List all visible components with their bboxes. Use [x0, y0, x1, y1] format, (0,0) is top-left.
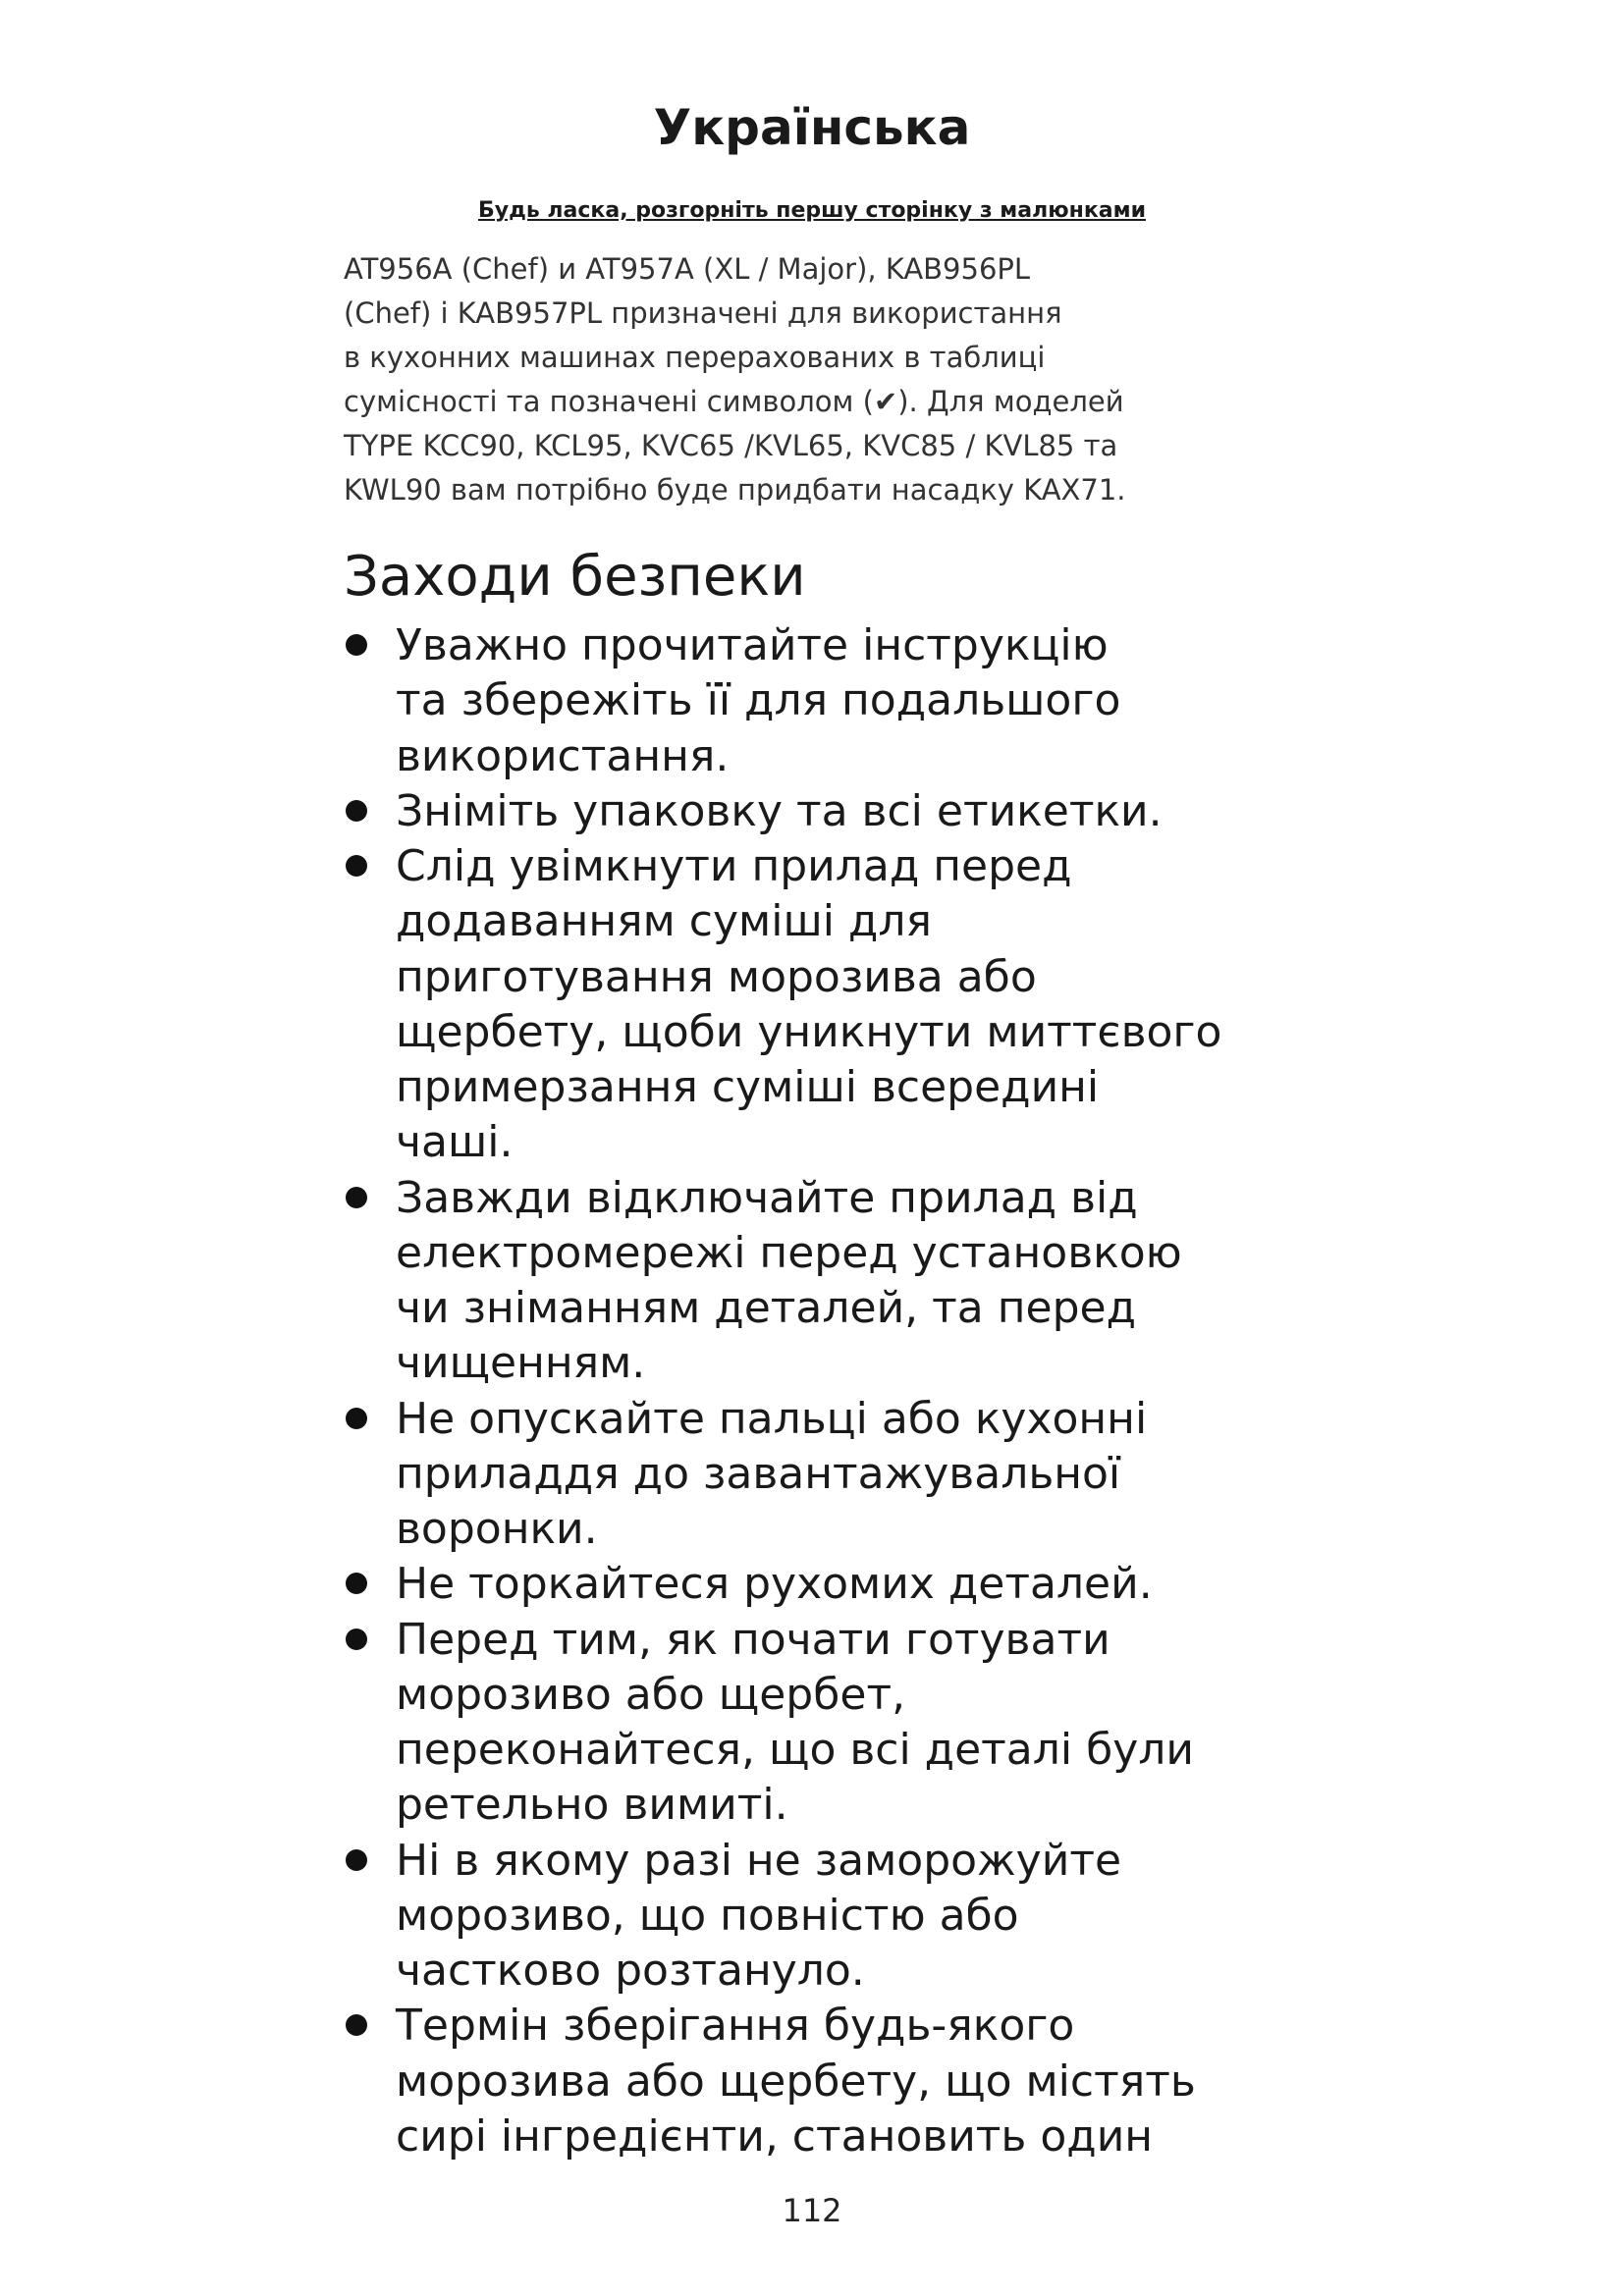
- safety-item-line: електромережі перед установкою: [396, 1227, 1182, 1278]
- safety-item-line: морозива або щербету, що містять: [396, 2056, 1196, 2107]
- safety-item: [344, 1557, 1375, 1612]
- intro-line: (Chef) і KAB957PL призначені для використання: [344, 296, 1062, 330]
- safety-item-line: морозиво, що повністю або: [396, 1890, 1019, 1941]
- safety-item-line: переконайтеся, що всі деталі були: [396, 1725, 1194, 1775]
- safety-item: [344, 784, 1375, 839]
- page-number: 112: [782, 2192, 842, 2229]
- safety-item-line: чаші.: [396, 1117, 514, 1168]
- safety-item-line: та збережіть її для подальшого: [396, 675, 1121, 726]
- safety-item-line: Завжди відключайте прилад від: [396, 1172, 1138, 1223]
- figures-instruction: Будь ласка, розгорніть першу сторінку з малюнками: [477, 198, 1146, 223]
- safety-item-line: Зніміть упаковку та всі етикетки.: [396, 785, 1163, 836]
- safety-item-line: чи зніманням деталей, та перед: [396, 1283, 1136, 1333]
- safety-list: [344, 618, 1375, 2164]
- safety-item-line: сирі інгредієнти, становить один: [396, 2110, 1154, 2162]
- intro-line: KWL90 вам потрібно буде придбати насадку KAX71.: [344, 473, 1126, 507]
- intro-line: AT956A (Chef) и AT957A (XL / Major), KAB956PL: [344, 252, 1031, 286]
- section-heading-safety: Заходи безпеки: [344, 545, 806, 609]
- intro-line: в кухонних машинах перерахованих в таблиці: [344, 341, 1046, 374]
- safety-item-line: примерзання суміші всередині: [396, 1062, 1100, 1112]
- safety-item-line: використання.: [396, 730, 730, 781]
- safety-item-line: Перед тим, як почати готувати: [396, 1614, 1110, 1665]
- safety-item: [344, 1999, 1375, 2164]
- safety-item-line: частково розтануло.: [396, 1946, 865, 1996]
- safety-item-line: Не опускайте пальці або кухонні: [396, 1393, 1148, 1444]
- safety-item-line: приладдя до завантажувальної: [396, 1448, 1121, 1499]
- intro-line: TYPE KCC90, KCL95, KVC65 /KVL65, KVC85 / KVL85 та: [344, 429, 1118, 462]
- safety-item-line: Уважно прочитайте інструкцію: [396, 620, 1109, 670]
- safety-item-line: воронки.: [396, 1504, 598, 1554]
- safety-item-line: Термін зберігання будь-якого: [396, 2001, 1075, 2052]
- safety-item: [344, 1613, 1375, 1834]
- safety-item: [344, 1171, 1375, 1392]
- page-title: Українська: [653, 99, 971, 156]
- safety-item: [344, 618, 1375, 784]
- safety-item-line: Ні в якому разі не заморожуйте: [396, 1835, 1122, 1886]
- safety-item-line: морозиво або щербет,: [396, 1669, 906, 1720]
- intro-paragraph: [344, 247, 1326, 512]
- safety-item-line: Не торкайтеся рухомих деталей.: [396, 1559, 1153, 1610]
- safety-item-line: Слід увімкнути прилад перед: [396, 841, 1072, 891]
- safety-item: [344, 1392, 1375, 1558]
- safety-item-line: чищенням.: [396, 1338, 646, 1389]
- safety-item-line: додаванням суміші для: [396, 896, 932, 947]
- safety-item-line: щербету, щоби уникнути миттєвого: [396, 1006, 1222, 1057]
- safety-item-line: приготування морозива або: [396, 951, 1037, 1002]
- intro-line: сумісності та позначені символом (✔). Для моделей: [344, 385, 1124, 418]
- safety-item: [344, 1834, 1375, 2000]
- safety-item: [344, 839, 1375, 1171]
- safety-item-line: ретельно вимиті.: [396, 1780, 788, 1831]
